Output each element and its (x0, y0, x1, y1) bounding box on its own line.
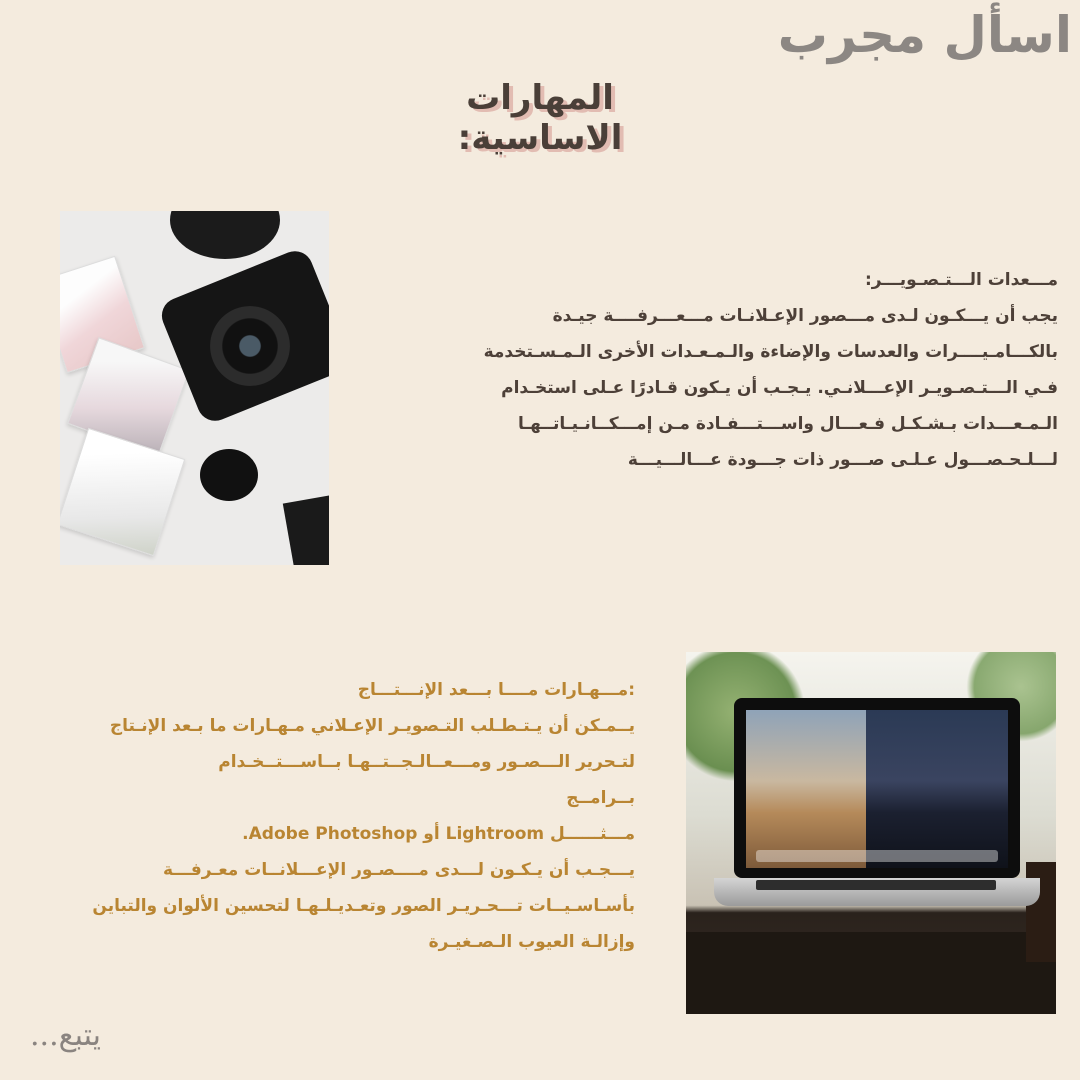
table-shape (686, 932, 1056, 1014)
section-heading: :مـــهـارات مــــا بـــعد الإنـــتـــاج (357, 680, 635, 700)
laptop-photo (686, 652, 1056, 1014)
paragraph-line: لـــلـحـصـــول عـلـى صـــور ذات جـــودة عـــالـــيـــة (627, 450, 1058, 470)
paragraph-line: بــرامــج (566, 788, 635, 808)
paragraph-line: يـــجـب أن يـكـون لـــدى مــــصـور الإعـــلانــات معـرفـــة (162, 860, 635, 880)
brand-title: اسأل مجرب (777, 6, 1072, 64)
camera-strap-shape (283, 490, 329, 565)
paragraph-line: وإزالـة العيوب الـصـغيـرة (428, 932, 635, 952)
lens-shape (170, 211, 280, 259)
paragraph-line: يجب أن يـــكـون لـدى مـــصور الإعـلانـات مـــعـــرفــــة جيـدة (552, 306, 1058, 326)
paragraph-line: يــمـكن أن يـتـطـلب التـصويـر الإعـلاني مـهـارات ما بـعد الإنـتاج (109, 716, 635, 736)
camera-photo (60, 211, 329, 565)
paragraph-line: بأسـاسـيــات تـــحـريـر الصور وتعـديـلـهـا لتحسين الألوان والتباين (92, 896, 635, 916)
laptop-screen (746, 710, 1008, 868)
lens-cap-shape (200, 449, 258, 501)
keyboard-shape (756, 880, 996, 890)
paragraph-line: الـمـعـــدات بـشـكـل فـعـــال واســـتـــفـادة مـن إمـــكــانـيـاتــهـا (517, 414, 1058, 434)
photo-print (60, 428, 185, 557)
page-title: المهارات الاساسية: (457, 78, 623, 158)
paragraph-line: لتـحرير الـــصـور ومـــعــالـجــتــهـا بــاســـتــخـدام (218, 752, 635, 772)
equipment-section (330, 262, 1058, 478)
paragraph-line: مـــثــــــل Lightroom أو Adobe Photoshop. (242, 824, 635, 844)
dark-mode-half (866, 710, 1008, 868)
paragraph-line: بالكـــامـيــــرات والعدسات والإضاءة والـمـعـدات الأخرى الـمـسـتخدمة (483, 342, 1058, 362)
to-be-continued: يتبع... (30, 1018, 102, 1053)
camera-lens-shape (210, 306, 290, 386)
chair-shape (1026, 862, 1056, 962)
dock-bar (756, 850, 998, 862)
post-production-section (30, 672, 635, 960)
paragraph-line: فـي الـــتـصـويـر الإعـــلانـي. يـجـب أن يـكون قـادرًا عـلى استخـدام (501, 378, 1058, 398)
section-heading: مـــعدات الـــتـصـويـــر: (864, 270, 1058, 290)
